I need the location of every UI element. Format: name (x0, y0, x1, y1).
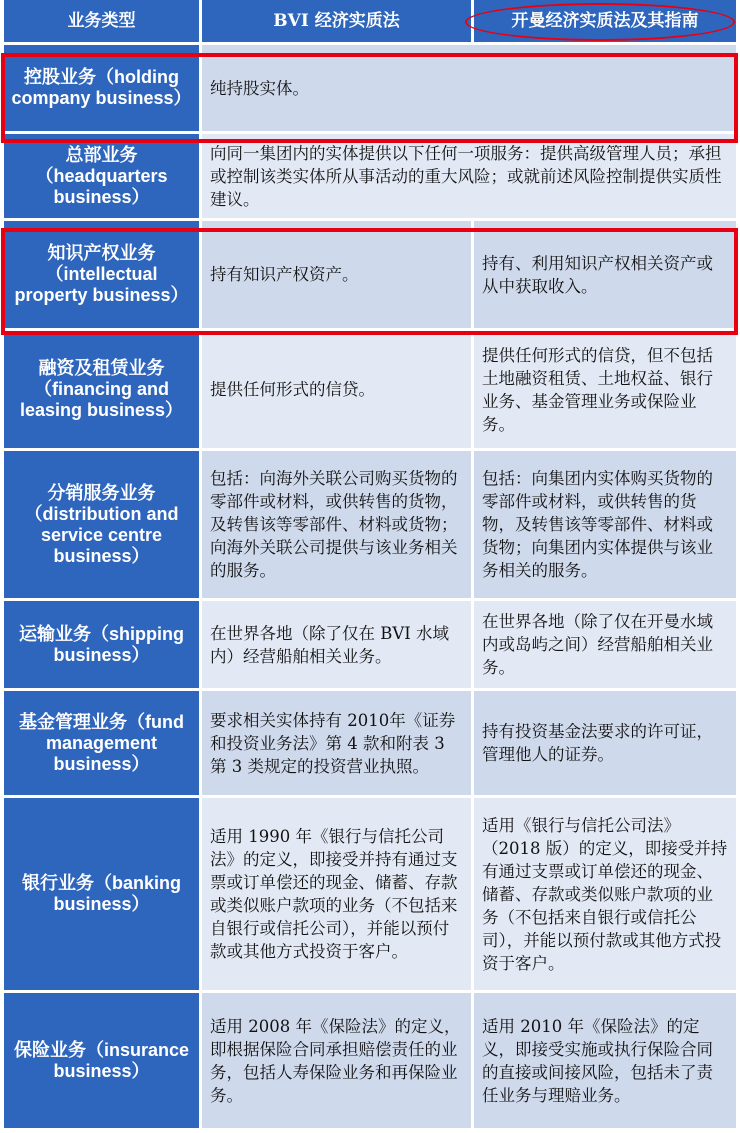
bvi-definition-cell: 提供任何形式的信贷。 (202, 331, 474, 448)
cayman-definition-cell: 在世界各地（除了仅在开曼水域内或岛屿之间）经营船舶相关业务。 (474, 601, 736, 688)
business-type-cell: 保险业务（insurance business） (4, 993, 202, 1128)
business-type-cell: 运输业务（shipping business） (4, 601, 202, 688)
business-type-table (4, 0, 736, 1128)
cayman-definition-cell: 适用《银行与信托公司法》（2018 版）的定义，即接受并持有通过支票或订单偿还的现金、储蓄、存款或类似账户款项的业务（不包括来自银行或信托公司），并能以预付款或其他方式投资于客户。 (474, 798, 736, 990)
bvi-definition-cell: 纯持股实体。 (202, 45, 736, 131)
bvi-definition-cell: 在世界各地（除了仅在 BVI 水域内）经营船舶相关业务。 (202, 601, 474, 688)
business-type-cell: 知识产权业务（intellectual property business） (4, 221, 202, 328)
business-type-cell: 控股业务（holding company business） (4, 45, 202, 131)
table-row (4, 601, 736, 691)
business-type-cell: 融资及租赁业务（financing and leasing business） (4, 331, 202, 448)
header-bvi-law: BVI 经济实质法 (202, 0, 474, 42)
table-row (4, 993, 736, 1128)
cayman-definition-cell: 持有投资基金法要求的许可证，管理他人的证券。 (474, 691, 736, 795)
bvi-definition-cell: 向同一集团内的实体提供以下任何一项服务：提供高级管理人员；承担或控制该类实体所从事活动的重大风险；或就前述风险控制提供实质性建议。 (202, 134, 736, 218)
cayman-definition-cell: 提供任何形式的信贷，但不包括土地融资租赁、土地权益、银行业务、基金管理业务或保险业务。 (474, 331, 736, 448)
table-row (4, 798, 736, 993)
table-row (4, 451, 736, 601)
header-business-type: 业务类型 (4, 0, 202, 42)
business-type-cell: 基金管理业务（fund management business） (4, 691, 202, 795)
table-row (4, 331, 736, 451)
bvi-definition-cell: 适用 1990 年《银行与信托公司法》的定义，即接受并持有通过支票或订单偿还的现金、储蓄、存款或类似账户款项的业务（不包括来自银行或信托公司），并能以预付款或其他方式投资于客户。 (202, 798, 474, 990)
table-row (4, 45, 736, 134)
bvi-definition-cell: 适用 2008 年《保险法》的定义，即根据保险合同承担赔偿责任的业务，包括人寿保险业务和再保险业务。 (202, 993, 474, 1128)
bvi-definition-cell: 要求相关实体持有 2010年《证券和投资业务法》第 4 款和附表 3 第 3 类规定的投资营业执照。 (202, 691, 474, 795)
cayman-definition-cell: 包括：向集团内实体购买货物的零部件或材料，或供转售的货物，及转售该等零部件、材料或货物；向集团内实体提供与该业务相关的服务。 (474, 451, 736, 598)
cayman-definition-cell: 适用 2010 年《保险法》的定义，即接受实施或执行保险合同的直接或间接风险，包括未了责任业务与理赔业务。 (474, 993, 736, 1128)
table-header-row (4, 0, 736, 45)
business-type-cell: 总部业务（headquarters business） (4, 134, 202, 218)
table-row (4, 691, 736, 798)
business-type-cell: 银行业务（banking business） (4, 798, 202, 990)
bvi-definition-cell: 包括：向海外关联公司购买货物的零部件或材料，或供转售的货物，及转售该等零部件、材料或货物；向海外关联公司提供与该业务相关的服务。 (202, 451, 474, 598)
bvi-definition-cell: 持有知识产权资产。 (202, 221, 474, 328)
table-row (4, 221, 736, 331)
cayman-definition-cell: 持有、利用知识产权相关资产或从中获取收入。 (474, 221, 736, 328)
business-type-cell: 分销服务业务（distribution and service centre business） (4, 451, 202, 598)
table-row (4, 134, 736, 221)
header-cayman-law (474, 0, 736, 42)
header-cayman-law-label: 开曼经济实质法及其指南 (511, 10, 699, 31)
